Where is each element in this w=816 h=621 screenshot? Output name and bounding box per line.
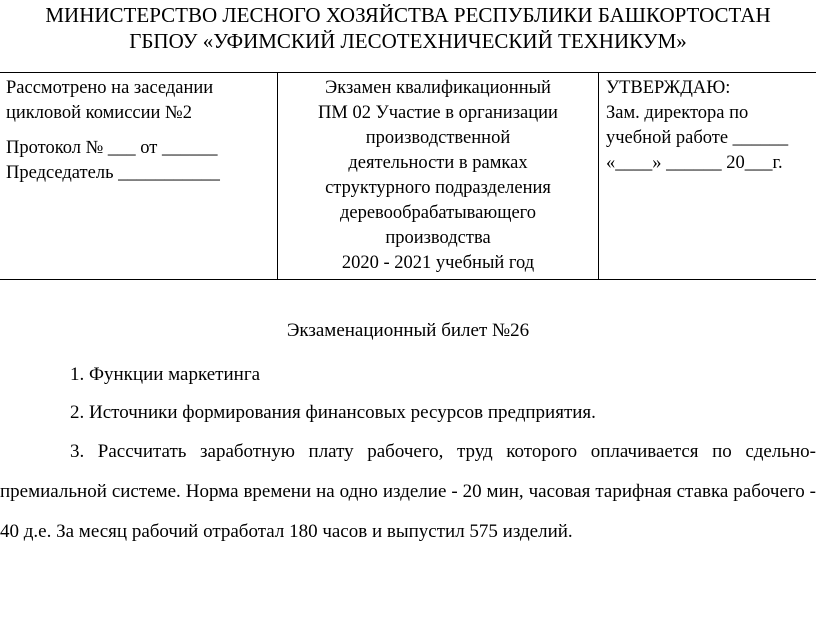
school-heading: ГБПОУ «УФИМСКИЙ ЛЕСОТЕХНИЧЕСКИЙ ТЕХНИКУМ» — [129, 29, 687, 53]
question-1: 1. Функции маркетинга — [70, 364, 261, 385]
protocol-line: Протокол № ___ от ______ — [6, 138, 218, 158]
exam-line-6: деревообрабатывающего — [339, 203, 537, 223]
approval-cell — [599, 73, 816, 280]
exam-line-2: ПМ 02 Участие в организации — [318, 103, 558, 123]
commission-cell — [0, 73, 278, 280]
approve-label: УТВЕРЖДАЮ: — [606, 78, 731, 98]
chairman-line: Председатель ___________ — [6, 163, 220, 183]
ministry-heading: МИНИСТЕРСТВО ЛЕСНОГО ХОЗЯЙСТВА РЕСПУБЛИКИ БАШКОРТОСТАН — [45, 3, 771, 27]
approval-date-line: «____» ______ 20___г. — [606, 153, 783, 173]
exam-line-3: производственной — [365, 128, 511, 148]
approval-table — [0, 72, 816, 280]
question-2: 2. Источники формирования финансовых ресурсов предприятия. — [70, 402, 596, 423]
commission-line-2: цикловой комиссии №2 — [6, 103, 192, 123]
exam-line-1: Экзамен квалификационный — [325, 78, 551, 98]
exam-line-5: структурного подразделения — [325, 178, 551, 198]
exam-line-7: производства — [385, 228, 491, 248]
academic-year: 2020 - 2021 учебный год — [341, 253, 535, 273]
question-3: 3. Рассчитать заработную плату рабочего, труд которого оплачивается по сдельно-премиальной системе. Норма времени на одно изделие - 20 мин, часовая тарифная ставка рабочего - 40 д.е. За месяц рабочий отработал 180 часов и выпустил 575 изделий. — [0, 441, 816, 542]
exam-info-cell — [278, 73, 599, 280]
exam-line-4: деятельности в рамках — [348, 153, 528, 173]
approver-line-2: учебной работе ______ — [606, 128, 789, 148]
ticket-title: Экзаменационный билет №26 — [286, 320, 530, 341]
commission-line-1: Рассмотрено на заседании — [6, 78, 214, 98]
approver-line-1: Зам. директора по — [606, 103, 749, 123]
